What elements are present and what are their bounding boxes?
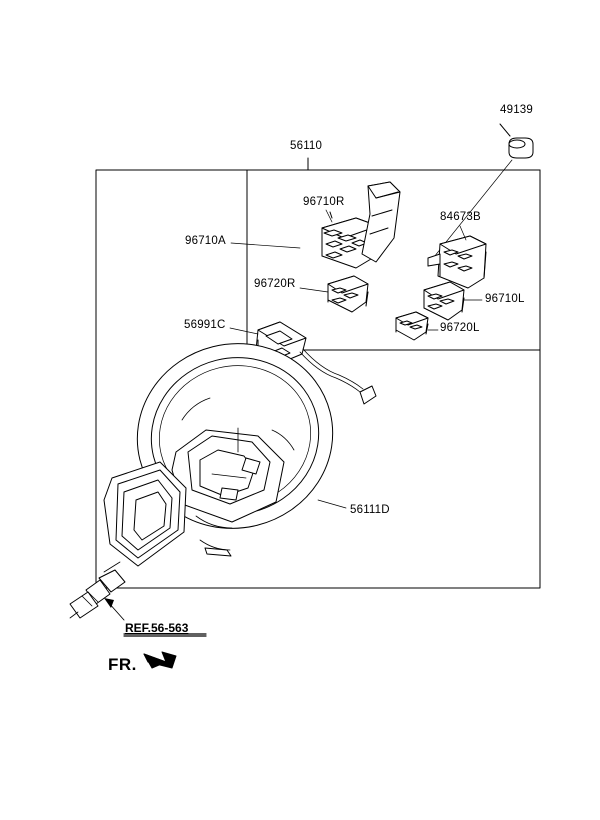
part-label-96710R: 96710R — [303, 196, 345, 208]
part-label-56991C: 56991C — [184, 319, 226, 331]
part-label-96720R: 96720R — [254, 278, 296, 290]
front-direction-arrow-art — [144, 652, 176, 668]
part-label-96720L: 96720L — [440, 322, 480, 334]
part-label-96710L: 96710L — [485, 293, 525, 305]
part-label-96710A: 96710A — [185, 235, 226, 247]
part-label-84673B: 84673B — [440, 211, 481, 223]
part-label-56110: 56110 — [290, 140, 323, 152]
reference-label-56-563: REF.56-563 — [125, 621, 189, 635]
part-49139-art — [500, 124, 533, 158]
part-label-49139: 49139 — [500, 104, 533, 116]
front-direction-label: FR. — [108, 655, 137, 674]
part-label-56111D: 56111D — [350, 504, 390, 516]
